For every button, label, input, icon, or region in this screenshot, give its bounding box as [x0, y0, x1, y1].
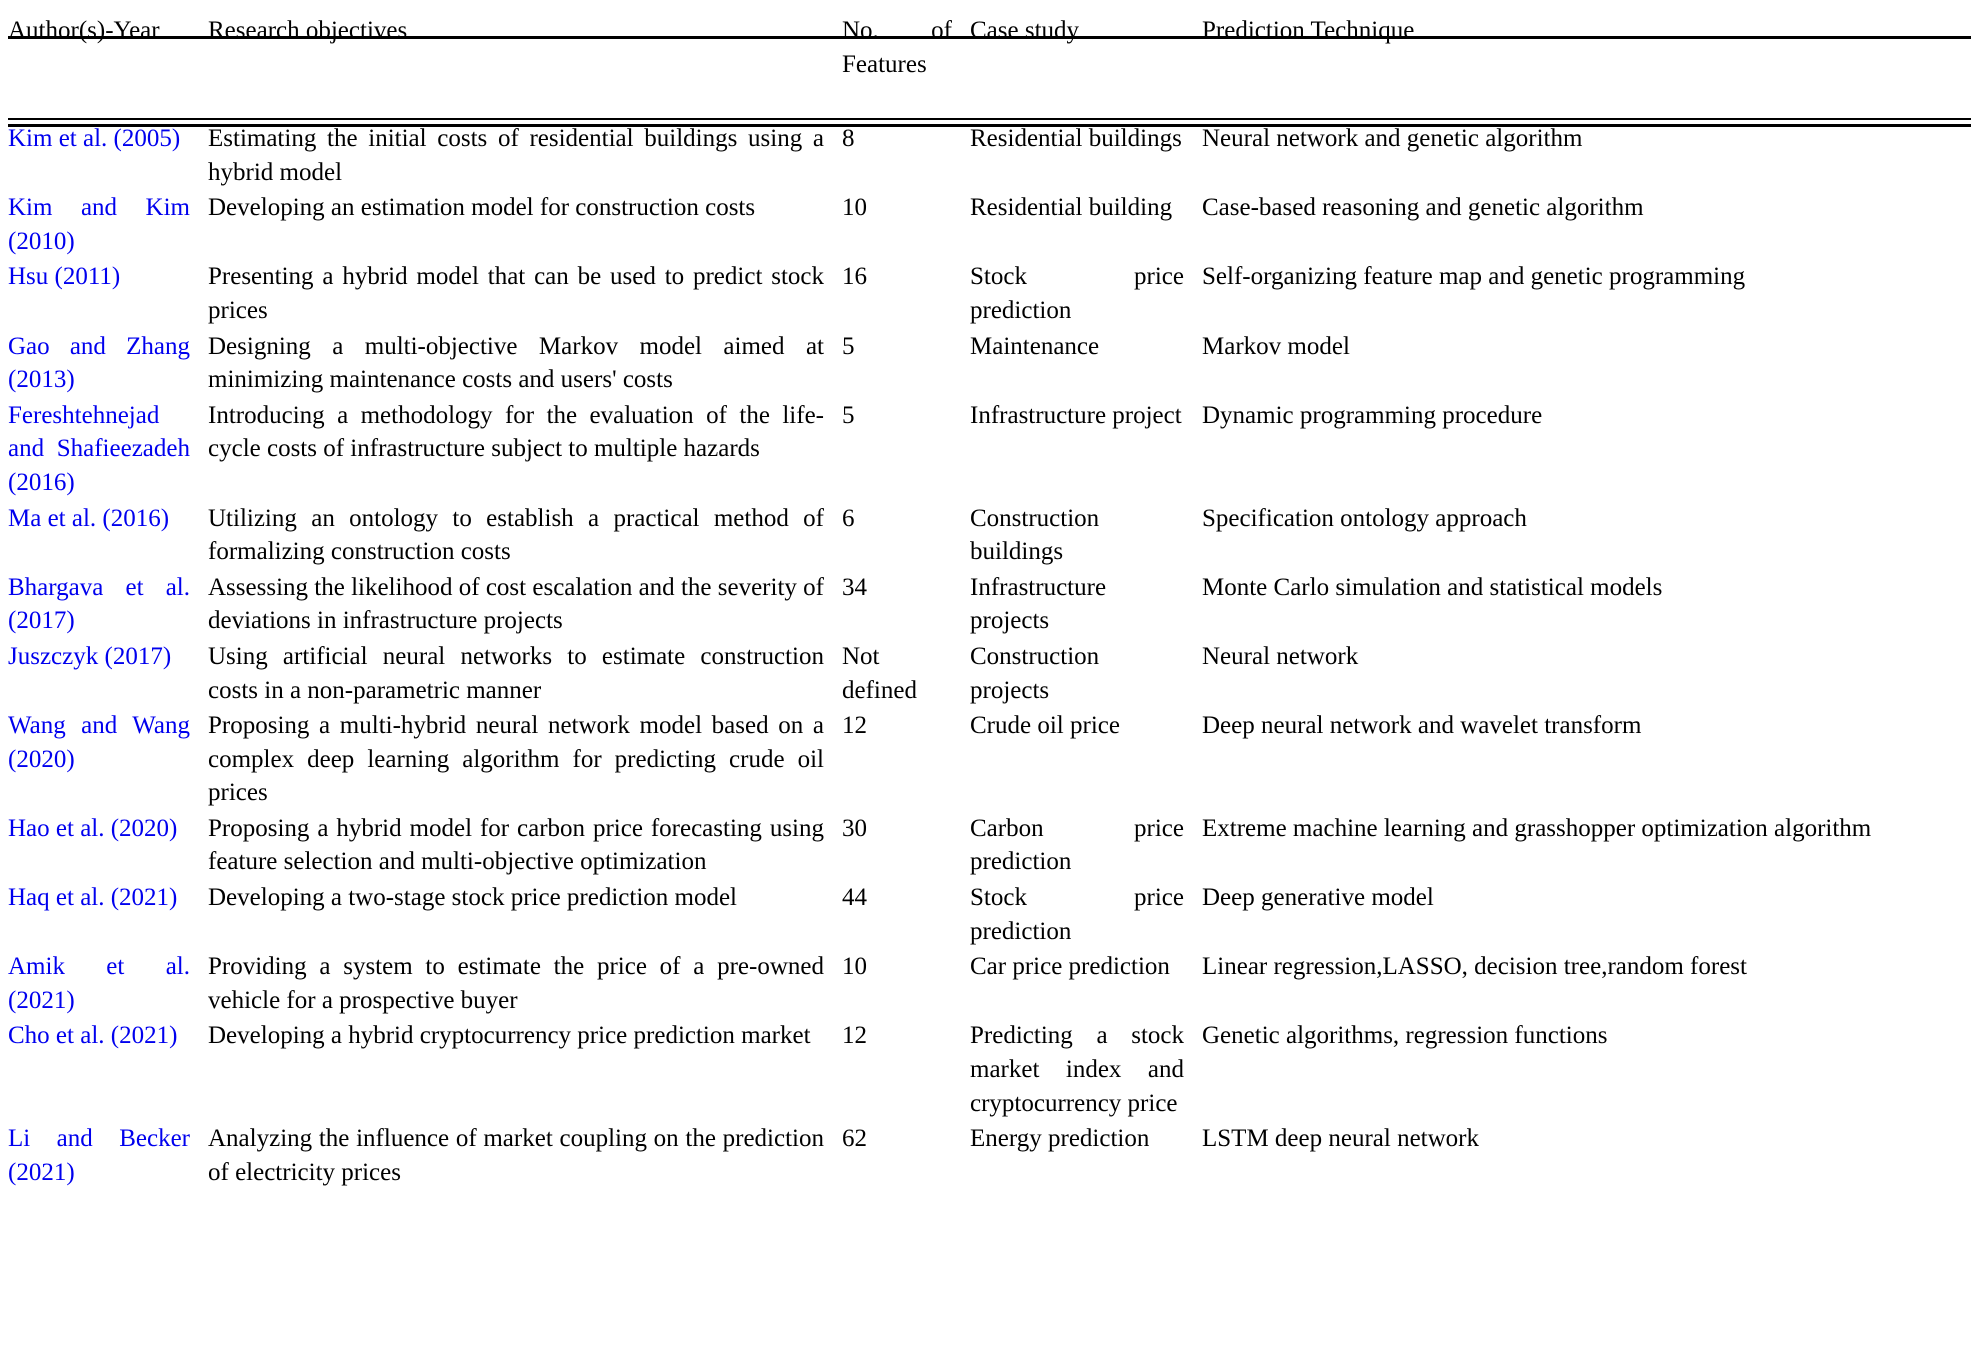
- cell-case: Construction projects: [970, 642, 1100, 704]
- cell-features: 62: [842, 1125, 867, 1153]
- cell-technique: Case-based reasoning and genetic algorithm: [1202, 194, 1644, 222]
- cell-case: Stock price prediction: [970, 263, 1184, 324]
- table-row: [8, 1120, 1971, 1189]
- citation-link[interactable]: Hsu (2011): [8, 263, 121, 291]
- citation-link[interactable]: Amik et al. (2021): [8, 953, 190, 1014]
- cell-features: 5: [842, 332, 855, 360]
- table-row: [8, 810, 1971, 879]
- cell-case: Crude oil price: [970, 712, 1120, 740]
- cell-objective: Designing a multi-objective Markov model aimed at minimizing maintenance costs and users' costs: [208, 332, 824, 394]
- column-header-technique: Prediction Technique: [1202, 17, 1415, 44]
- citation-link[interactable]: Gao and Zhang (2013): [8, 332, 190, 394]
- cell-technique: Monte Carlo simulation and statistical models: [1202, 573, 1663, 601]
- citation-link[interactable]: Hao et al. (2020): [8, 814, 178, 842]
- table-row: [8, 638, 1971, 707]
- table-row: [8, 879, 1971, 948]
- cell-case: Residential building: [970, 194, 1173, 222]
- citation-link[interactable]: Bhargava et al. (2017): [8, 573, 190, 635]
- citation-link[interactable]: Kim and Kim (2010): [8, 194, 190, 255]
- cell-features: 10: [842, 194, 867, 222]
- cell-technique: Deep neural network and wavelet transform: [1202, 712, 1642, 740]
- citation-link[interactable]: Haq et al. (2021): [8, 884, 178, 912]
- cell-case: Predicting a stock market index and cryptocurrency price: [970, 1022, 1184, 1117]
- cell-objective: Utilizing an ontology to establish a practical method of formalizing construction costs: [208, 504, 824, 566]
- cell-case: Construction buildings: [970, 504, 1100, 566]
- cell-features: 10: [842, 953, 867, 981]
- cell-technique: Neural network: [1202, 642, 1359, 670]
- table-header: [8, 0, 1971, 104]
- column-header-case: Case study: [970, 17, 1080, 44]
- cell-objective: Providing a system to estimate the price of a pre-owned vehicle for a prospective buyer: [208, 953, 824, 1014]
- cell-objective: Introducing a methodology for the evaluation of the life-cycle costs of infrastructure subject to multiple hazards: [208, 401, 824, 463]
- cell-objective: Using artificial neural networks to estimate construction costs in a non-parametric manner: [208, 642, 824, 704]
- cell-features: 6: [842, 504, 855, 532]
- cell-case: Infrastructure project: [970, 401, 1182, 429]
- header-row: [8, 0, 1971, 104]
- cell-case: Infrastructure projects: [970, 573, 1107, 635]
- citation-link[interactable]: Ma et al. (2016): [8, 504, 170, 532]
- table-row: [8, 189, 1971, 258]
- cell-features: 5: [842, 401, 855, 429]
- citation-link[interactable]: Kim et al. (2005): [8, 125, 181, 152]
- cell-features: 12: [842, 712, 867, 740]
- table-row: [8, 948, 1971, 1017]
- cell-objective: Assessing the likelihood of cost escalation and the severity of deviations in infrastructure projects: [208, 573, 824, 635]
- table-row: [8, 328, 1971, 397]
- cell-features: 12: [842, 1022, 867, 1050]
- cell-features: 44: [842, 884, 867, 912]
- table-body: [8, 104, 1971, 1189]
- cell-objective: Proposing a hybrid model for carbon price forecasting using feature selection and multi-objective optimization: [208, 814, 824, 876]
- cell-case: Stock price prediction: [970, 884, 1184, 945]
- column-header-author: Author(s)-Year: [8, 17, 160, 44]
- cell-technique: Self-organizing feature map and genetic programming: [1202, 263, 1746, 291]
- column-header-features: No. of Features: [842, 17, 952, 78]
- cell-technique: Genetic algorithms, regression functions: [1202, 1022, 1608, 1050]
- cell-features: 8: [842, 125, 855, 152]
- table-row: [8, 397, 1971, 500]
- cell-technique: Markov model: [1202, 332, 1350, 360]
- table-row: [8, 569, 1971, 638]
- citation-link[interactable]: Juszczyk (2017): [8, 642, 172, 670]
- table-row: [8, 1017, 1971, 1120]
- citation-link[interactable]: Fereshtehnejad and Shafieezadeh (2016): [8, 401, 190, 496]
- cell-features: 16: [842, 263, 867, 291]
- cell-features: 34: [842, 573, 867, 601]
- cell-case: Carbon price prediction: [970, 814, 1184, 876]
- table-row: [8, 258, 1971, 327]
- cell-objective: Developing a two-stage stock price prediction model: [208, 884, 738, 912]
- cell-objective: Developing an estimation model for construction costs: [208, 194, 756, 222]
- cell-objective: Developing a hybrid cryptocurrency price prediction market: [208, 1022, 811, 1050]
- cell-objective: Presenting a hybrid model that can be used to predict stock prices: [208, 263, 824, 324]
- cell-technique: Extreme machine learning and grasshopper optimization algorithm: [1202, 814, 1872, 842]
- cell-technique: Deep generative model: [1202, 884, 1434, 912]
- cell-features: Not defined: [842, 642, 917, 704]
- table-row: [8, 104, 1971, 189]
- cell-technique: Dynamic programming procedure: [1202, 401, 1543, 429]
- comparison-table: [8, 0, 1971, 1189]
- cell-case: Energy prediction: [970, 1125, 1150, 1153]
- citation-link[interactable]: Wang and Wang (2020): [8, 712, 190, 773]
- cell-technique: Neural network and genetic algorithm: [1202, 125, 1583, 152]
- cell-objective: Estimating the initial costs of residential buildings using a hybrid model: [208, 125, 824, 186]
- citation-link[interactable]: Li and Becker (2021): [8, 1125, 190, 1186]
- cell-case: Residential buildings: [970, 125, 1182, 152]
- citation-link[interactable]: Cho et al. (2021): [8, 1022, 178, 1050]
- cell-case: Maintenance: [970, 332, 1100, 360]
- column-header-objective: Research objectives: [208, 17, 408, 44]
- cell-features: 30: [842, 814, 867, 842]
- cell-objective: Analyzing the influence of market coupling on the prediction of electricity prices: [208, 1125, 824, 1186]
- table-row: [8, 707, 1971, 810]
- table-row: [8, 500, 1971, 569]
- cell-case: Car price prediction: [970, 953, 1170, 981]
- cell-technique: Linear regression,LASSO, decision tree,random forest: [1202, 953, 1747, 981]
- cell-technique: LSTM deep neural network: [1202, 1125, 1480, 1153]
- cell-objective: Proposing a multi-hybrid neural network model based on a complex deep learning algorithm for predicting crude oil prices: [208, 712, 824, 807]
- cell-technique: Specification ontology approach: [1202, 504, 1527, 532]
